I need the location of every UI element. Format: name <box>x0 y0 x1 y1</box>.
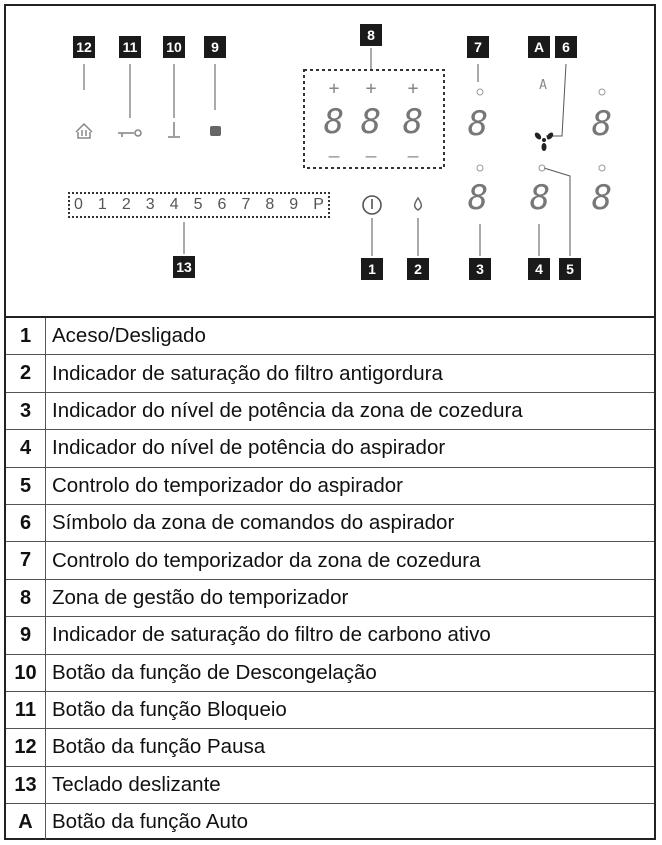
legend-number: 10 <box>6 655 46 691</box>
legend-number: 6 <box>6 505 46 541</box>
legend-row <box>6 617 654 654</box>
timer-minus-3: – <box>407 146 419 167</box>
legend-description: Indicador de saturação do filtro antigordura <box>52 361 443 385</box>
legend-description: Controlo do temporizador do aspirador <box>52 473 403 497</box>
power-icon <box>363 196 381 214</box>
badge-10: 10 <box>163 36 185 58</box>
legend-number: 1 <box>6 318 46 354</box>
legend-row <box>6 505 654 542</box>
legend-description: Zona de gestão do temporizador <box>52 585 349 609</box>
legend-number: 7 <box>6 542 46 578</box>
legend-description: Aceso/Desligado <box>52 324 206 348</box>
timer-digit-1: 8 <box>323 102 345 142</box>
legend-row <box>6 318 654 355</box>
legend-description: Indicador do nível de potência do aspirador <box>52 436 446 460</box>
timer-digit-3: 8 <box>402 102 424 142</box>
legend-row <box>6 430 654 467</box>
slider-key-5[interactable]: 5 <box>193 196 203 213</box>
slider-key-7[interactable]: 7 <box>241 196 251 213</box>
slider-key-3[interactable]: 3 <box>145 196 155 213</box>
extra-digit: 8 <box>591 178 613 218</box>
badge-11: 11 <box>119 36 141 58</box>
badge-4: 4 <box>528 258 550 280</box>
badge-8: 8 <box>360 24 382 46</box>
carbon-filter-icon <box>210 126 221 136</box>
control-panel <box>6 6 654 316</box>
slider-key-0[interactable]: 0 <box>74 196 83 213</box>
badge-2: 2 <box>407 258 429 280</box>
slider-key-4[interactable]: 4 <box>169 196 179 213</box>
defrost-icon <box>168 122 180 137</box>
legend-row <box>6 655 654 692</box>
slider-keypad[interactable] <box>68 192 330 218</box>
legend-description: Botão da função Bloqueio <box>52 698 287 722</box>
legend-description: Botão da função Pausa <box>52 735 266 759</box>
badge-1: 1 <box>361 258 383 280</box>
legend-description: Controlo do temporizador da zona de cozedura <box>52 548 481 572</box>
legend-number: A <box>6 804 46 840</box>
legend-number: 4 <box>6 430 46 466</box>
legend-row <box>6 580 654 617</box>
legend-description: Símbolo da zona de comandos do aspirador <box>52 511 455 535</box>
cooking-timer-digit: 8 <box>467 104 489 144</box>
legend-number: 2 <box>6 355 46 391</box>
leader-6 <box>546 64 566 136</box>
badge-5: 5 <box>559 258 581 280</box>
hood-power-digit: 8 <box>529 178 551 218</box>
timer-plus-2: + <box>365 78 377 99</box>
legend-row <box>6 393 654 430</box>
cooking-power-digit: 8 <box>467 178 489 218</box>
drop-icon <box>415 198 422 210</box>
legend-number: 13 <box>6 767 46 803</box>
legend-number: 12 <box>6 729 46 765</box>
auto-label: A <box>539 78 547 93</box>
pause-icon <box>76 124 92 138</box>
legend-description: Botão da função de Descongelação <box>52 660 377 684</box>
badge-6: 6 <box>555 36 577 58</box>
slider-key-8[interactable]: 8 <box>265 196 275 213</box>
slider-key-2[interactable]: 2 <box>121 196 131 213</box>
legend-description: Teclado deslizante <box>52 772 221 796</box>
timer-digit-2: 8 <box>360 102 382 142</box>
slider-key-9[interactable]: 9 <box>289 196 299 213</box>
badge-a: A <box>528 36 550 58</box>
legend-table <box>6 316 654 840</box>
legend-number: 9 <box>6 617 46 653</box>
badge-13: 13 <box>173 256 195 278</box>
legend-row <box>6 468 654 505</box>
slider-key-p[interactable]: P <box>313 196 324 213</box>
timer-minus-1: – <box>328 146 340 167</box>
legend-row <box>6 767 654 804</box>
badge-7: 7 <box>467 36 489 58</box>
badge-3: 3 <box>469 258 491 280</box>
legend-description: Indicador de saturação do filtro de carbono ativo <box>52 623 491 647</box>
diagram-frame <box>4 4 656 840</box>
legend-number: 11 <box>6 692 46 728</box>
slider-key-1[interactable]: 1 <box>97 196 107 213</box>
slider-key-6[interactable]: 6 <box>217 196 227 213</box>
hood-timer-digit: 8 <box>591 104 613 144</box>
legend-row <box>6 804 654 840</box>
legend-number: 8 <box>6 580 46 616</box>
legend-description: Botão da função Auto <box>52 810 249 834</box>
legend-row <box>6 542 654 579</box>
legend-row <box>6 729 654 766</box>
badge-12: 12 <box>73 36 95 58</box>
fan-icon <box>534 131 555 151</box>
legend-description: Indicador do nível de potência da zona de cozedura <box>52 398 523 422</box>
timer-minus-2: – <box>365 146 377 167</box>
legend-row <box>6 692 654 729</box>
key-icon <box>118 130 141 137</box>
legend-row <box>6 355 654 392</box>
legend-number: 3 <box>6 393 46 429</box>
timer-dot-icons <box>477 89 605 171</box>
badge-9: 9 <box>204 36 226 58</box>
timer-plus-1: + <box>328 78 340 99</box>
timer-plus-3: + <box>407 78 419 99</box>
legend-number: 5 <box>6 468 46 504</box>
